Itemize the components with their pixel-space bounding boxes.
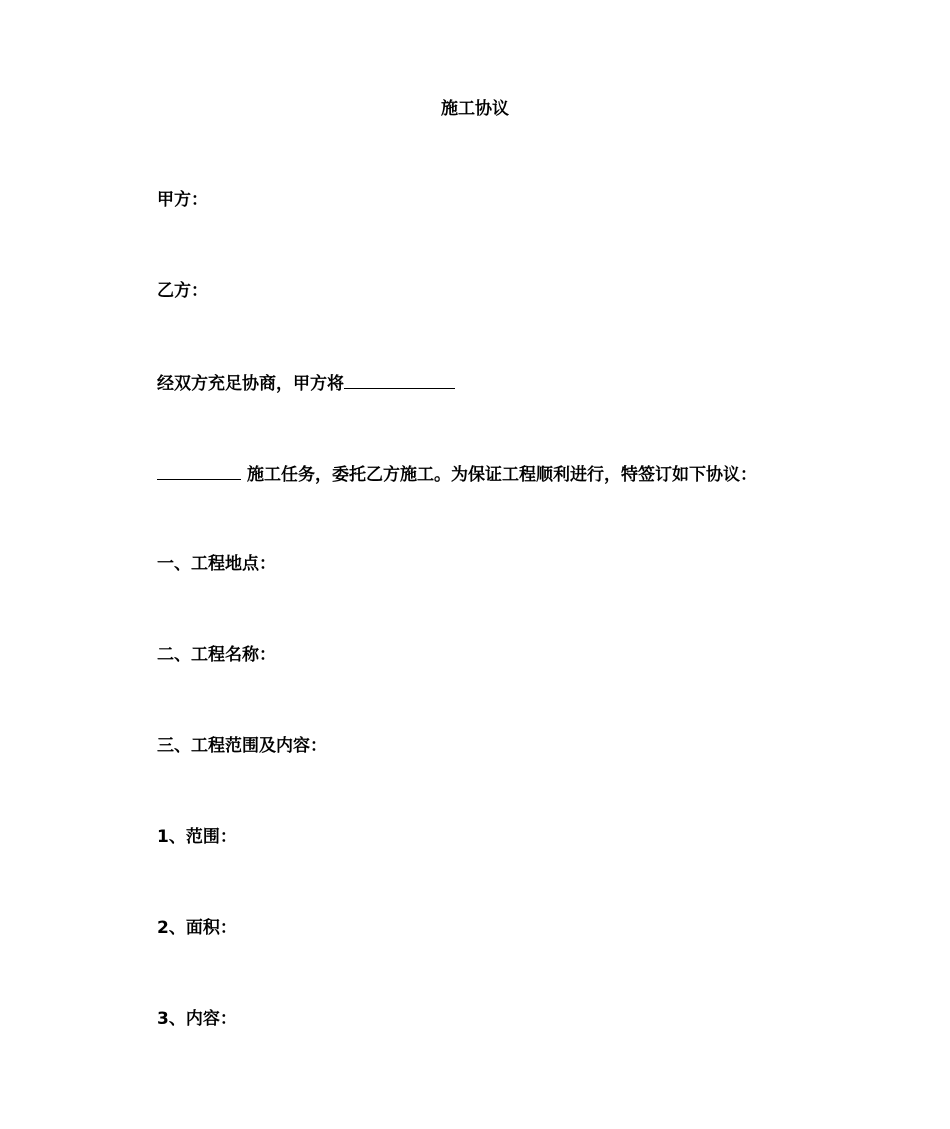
intro-text-1: 经双方充足协商，甲方将 [157, 374, 344, 394]
section-project-name: 二、工程名称： [157, 645, 276, 665]
section-project-location: 一、工程地点： [157, 554, 276, 574]
party-b-label: 乙方： [157, 281, 208, 301]
intro-line-2 [157, 461, 757, 487]
task-blank-line[interactable] [157, 461, 241, 480]
item-scope: 1、范围： [157, 827, 237, 847]
item-area: 2、面积： [157, 918, 237, 938]
document-title: 施工协议 [441, 99, 509, 119]
item-content: 3、内容： [157, 1009, 237, 1029]
intro-text-2: 施工任务，委托乙方施工。为保证工程顺利进行，特签订如下协议： [247, 465, 757, 485]
section-project-scope: 三、工程范围及内容： [157, 736, 327, 756]
intro-line-1 [157, 370, 455, 396]
party-a-label: 甲方： [157, 190, 208, 210]
project-blank-line[interactable] [344, 370, 455, 389]
